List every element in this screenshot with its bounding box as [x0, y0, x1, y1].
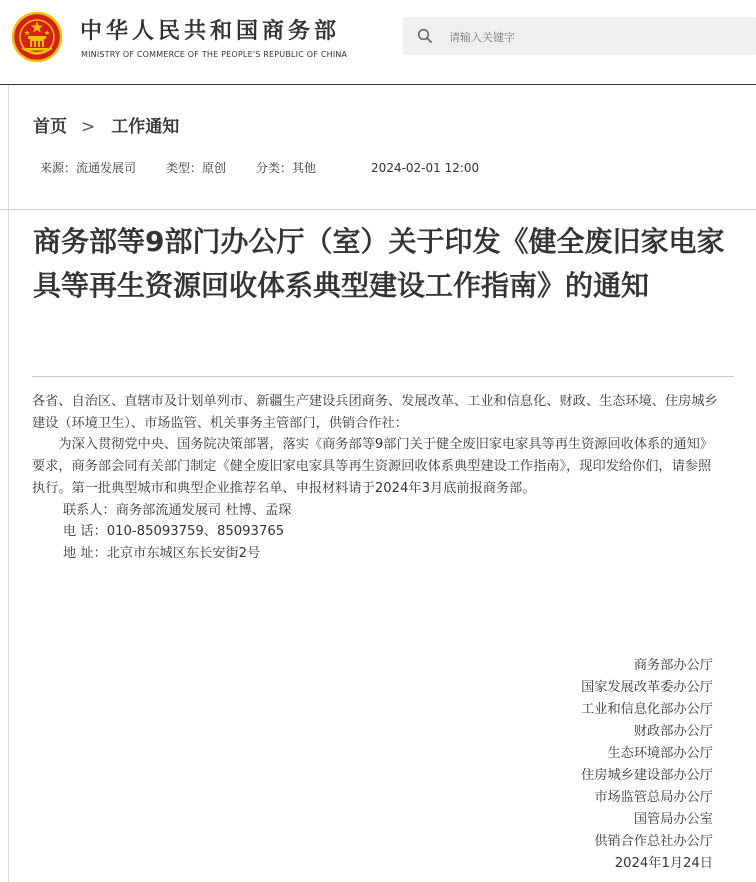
signature-line: 供销合作总社办公厅 [594, 834, 713, 849]
meta-source: 来源：流通发展司 [40, 161, 137, 175]
signature-block [581, 655, 713, 875]
signature-line: 国管局办公室 [633, 812, 713, 827]
left-border [8, 85, 9, 882]
signature-line: 生态环境部办公厅 [607, 746, 713, 761]
addressees-paragraph: 各省、自治区、直辖市及计划单列市、新疆生产建设兵团商务、发展改革、工业和信息化、财政、生态环境、住房城乡建设（环境卫生）、市场监管、机关事务主管部门，供销合作社： [32, 394, 718, 431]
article-title: 商务部等9部门办公厅（室）关于印发《健全废旧家电家具等再生资源回收体系典型建设工作指南》的通知 [33, 225, 725, 302]
breadcrumb [33, 112, 179, 137]
signature-line: 住房城乡建设部办公厅 [581, 768, 713, 783]
contact-address: 地 址：北京市东城区东长安街2号 [63, 545, 261, 561]
meta-divider [0, 209, 756, 210]
meta-datetime: 2024-02-01 12:00 [371, 161, 480, 175]
contact-phone: 电 话：010-85093759、85093765 [63, 524, 285, 540]
signature-line: 财政部办公厅 [633, 724, 713, 739]
site-title-cn[interactable]: 中华人民共和国商务部 [80, 19, 341, 44]
signature-line: 市场监管总局办公厅 [594, 790, 713, 805]
search-icon[interactable] [417, 28, 433, 44]
body-paragraph: 为深入贯彻党中央、国务院决策部署，落实《商务部等9部门关于健全废旧家电家具等再生资源回收体系的通知》要求，商务部会同有关部门制定《健全废旧家电家具等再生资源回收体系典型建设工作指南》，现印发给你们，请参照执行。第一批典型城市和典型企业推荐名单、申报材料请于2024年3月底前报商务部。 [32, 437, 713, 496]
breadcrumb-current-link[interactable]: 工作通知 [111, 117, 180, 137]
title-divider [32, 376, 734, 377]
search-input[interactable] [447, 26, 741, 48]
signature-date: 2024年1月24日 [614, 856, 713, 871]
meta-type: 类型：原创 [166, 161, 227, 175]
signature-line: 国家发展改革委办公厅 [581, 680, 713, 695]
contact-person: 联系人：商务部流通发展司 杜博、孟琛 [63, 502, 292, 518]
signature-line: 工业和信息化部办公厅 [581, 702, 713, 717]
chevron-right-icon: > [81, 117, 96, 137]
breadcrumb-home-link[interactable]: 首页 [33, 117, 67, 137]
search-box [403, 17, 756, 55]
header-divider [0, 84, 756, 85]
article-body [32, 391, 724, 565]
site-title-en: MINISTRY OF COMMERCE OF THE PEOPLE'S REPUBLIC OF CHINA [81, 50, 348, 59]
signature-line: 商务部办公厅 [633, 658, 713, 673]
meta-category: 分类：其他 [256, 161, 317, 175]
article-meta [40, 159, 479, 176]
national-emblem-icon[interactable] [12, 12, 62, 62]
site-header [0, 0, 756, 84]
